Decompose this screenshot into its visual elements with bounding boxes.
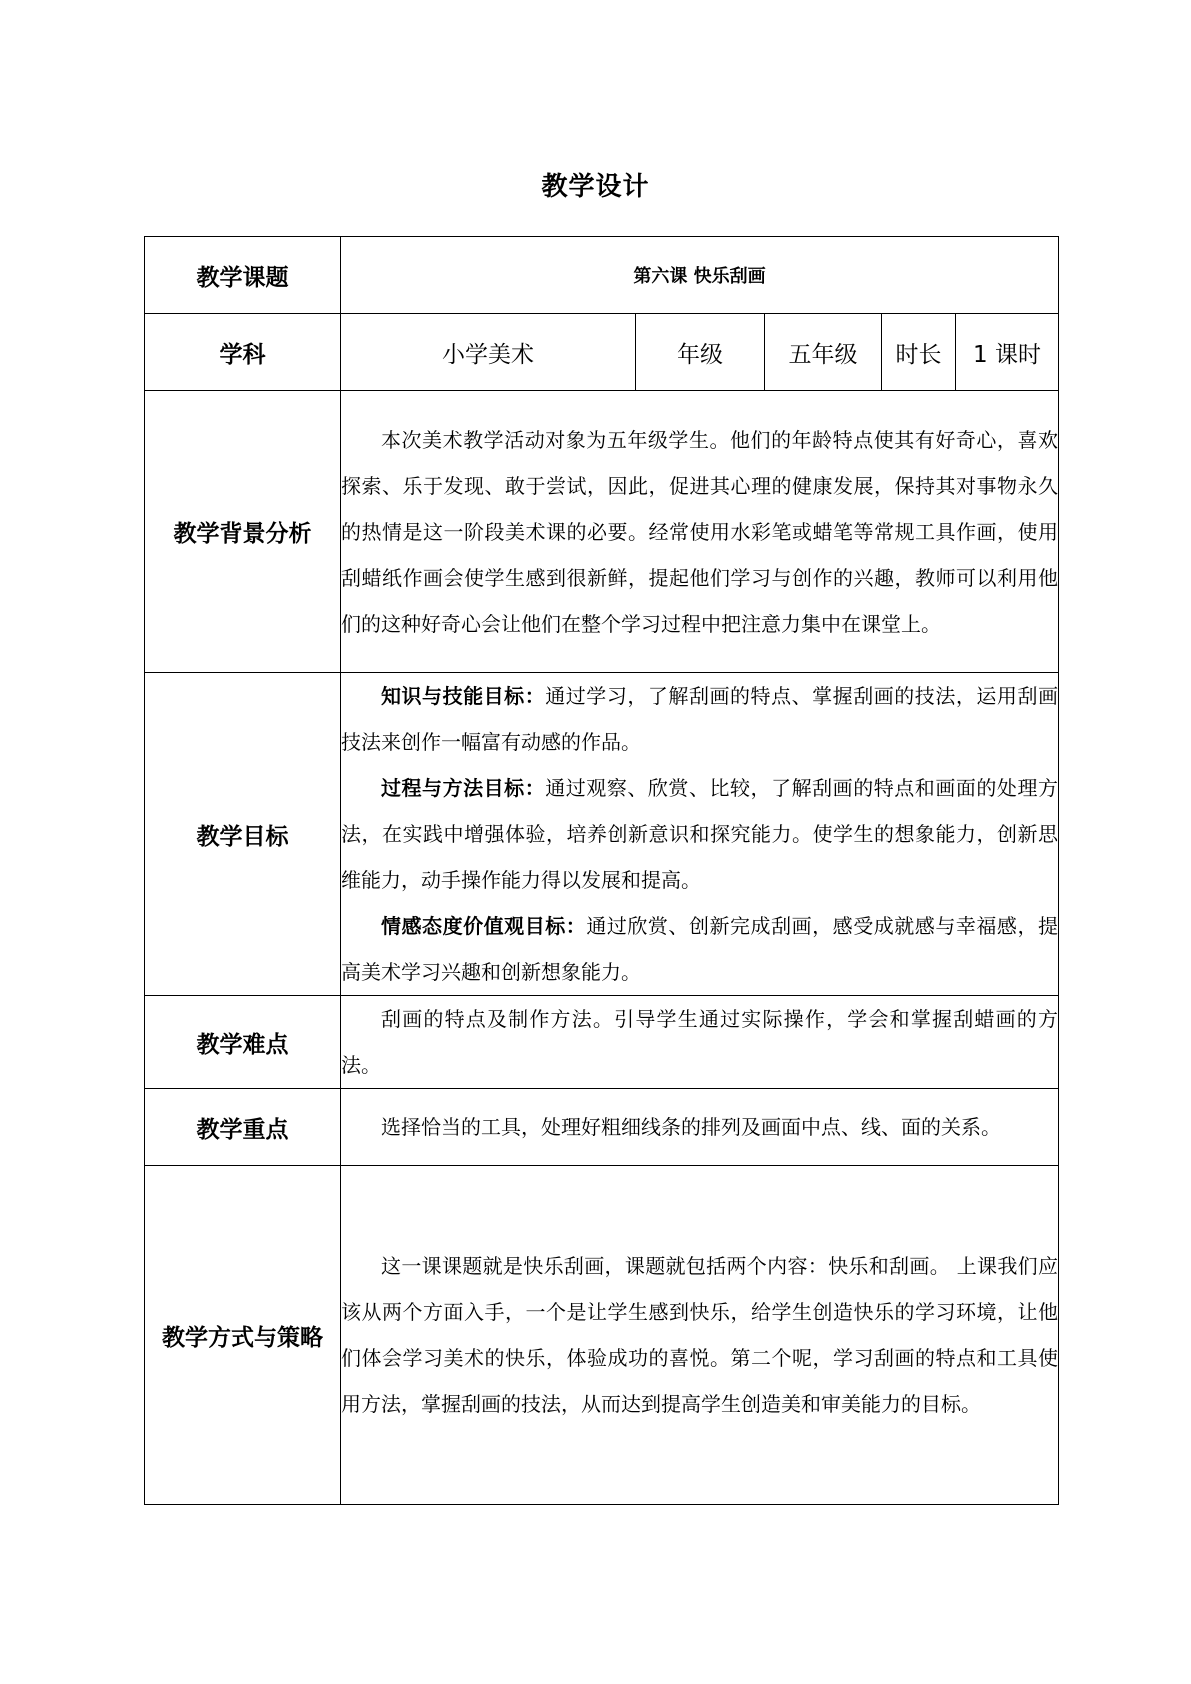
objective-emotion: [341, 903, 1058, 995]
topic-value: 第六课 快乐刮画: [341, 237, 1059, 314]
key-point-label: 教学重点: [145, 1089, 341, 1166]
objective-knowledge-text: 通过学习，了解刮画的特点、掌握刮画的技法，运用刮画技法来创作一幅富有动感的作品。: [341, 684, 1058, 754]
objective-process-text: 通过观察、欣赏、比较，了解刮画的特点和画面的处理方法，在实践中增强体验，培养创新意识和探究能力。使学生的想象能力，创新思维能力，动手操作能力得以发展和提高。: [341, 776, 1058, 892]
objective-process-heading: 过程与方法目标：: [381, 776, 546, 800]
difficulty-content: [341, 996, 1059, 1089]
difficulty-label: 教学难点: [145, 996, 341, 1089]
objectives-label: 教学目标: [145, 673, 341, 996]
objective-knowledge: [341, 673, 1058, 765]
methods-content: [341, 1166, 1059, 1505]
difficulty-row: [145, 996, 1059, 1089]
background-content: [341, 391, 1059, 673]
methods-text: 这一课课题就是快乐刮画，课题就包括两个内容：快乐和刮画。 上课我们应该从两个方面入手，一个是让学生感到快乐，给学生创造快乐的学习环境，让他们体会学习美术的快乐，体验成功的喜悦。第二个呢，学习刮画的特点和工具使用方法，掌握刮画的技法，从而达到提高学生创造美和审美能力的目标。: [341, 1254, 1058, 1416]
methods-row: [145, 1166, 1059, 1505]
objective-emotion-text: 通过欣赏、创新完成刮画，感受成就感与幸福感，提高美术学习兴趣和创新想象能力。: [341, 914, 1058, 984]
topic-row: [145, 237, 1059, 314]
methods-label: 教学方式与策略: [145, 1166, 341, 1505]
lesson-design-table: [144, 236, 1059, 1505]
key-point-content: [341, 1089, 1059, 1166]
key-point-row: [145, 1089, 1059, 1166]
key-point-text: 选择恰当的工具，处理好粗细线条的排列及画面中点、线、面的关系。: [381, 1115, 1001, 1139]
subject-row: [145, 314, 1059, 391]
objective-emotion-heading: 情感态度价值观目标：: [381, 914, 587, 938]
objectives-row: [145, 673, 1059, 996]
grade-label: 年级: [636, 314, 765, 391]
duration-label: 时长: [882, 314, 956, 391]
topic-label: 教学课题: [145, 237, 341, 314]
subject-label: 学科: [145, 314, 341, 391]
objective-knowledge-heading: 知识与技能目标：: [381, 684, 546, 708]
difficulty-text: 刮画的特点及制作方法。引导学生通过实际操作，学会和掌握刮蜡画的方法。: [341, 1007, 1058, 1077]
subject-value: 小学美术: [341, 314, 636, 391]
background-row: [145, 391, 1059, 673]
page-title: 教学设计: [541, 172, 650, 202]
duration-value: 1 课时: [956, 314, 1059, 391]
background-text: 本次美术教学活动对象为五年级学生。他们的年龄特点使其有好奇心，喜欢探索、乐于发现、敢于尝试，因此，促进其心理的健康发展，保持其对事物永久的热情是这一阶段美术课的必要。经常使用水彩笔或蜡笔等常规工具作画，使用刮蜡纸作画会使学生感到很新鲜，提起他们学习与创作的兴趣，教师可以利用他们的这种好奇心会让他们在整个学习过程中把注意力集中在课堂上。: [341, 427, 1058, 636]
objectives-content: [341, 673, 1059, 996]
grade-value: 五年级: [765, 314, 882, 391]
objective-process: [341, 765, 1058, 903]
background-label: 教学背景分析: [145, 391, 341, 673]
